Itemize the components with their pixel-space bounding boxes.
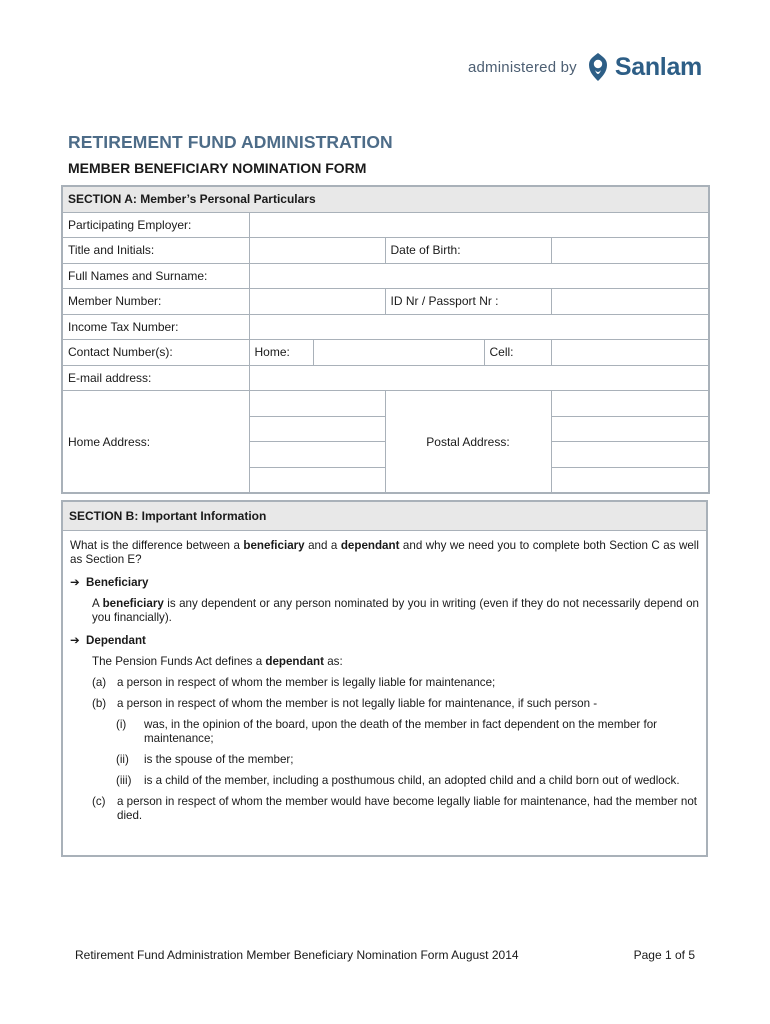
postal-address-label: Postal Address: (385, 391, 551, 494)
item-a-label: (a) (92, 676, 107, 689)
sub-i-text: was, in the opinion of the board, upon the death of the member in fact dependent on the member for maintenance; (144, 718, 658, 745)
footer-document-name: Retirement Fund Administration Member Beneficiary Nomination Form August 2014 (75, 948, 519, 962)
list-item (70, 676, 699, 690)
sub-ii-label: (ii) (116, 753, 129, 766)
postal-address-line[interactable] (552, 417, 709, 443)
administered-by-text: administered by (467, 58, 577, 76)
beneficiary-heading: Beneficiary (86, 576, 149, 589)
dependant-bullet (70, 634, 699, 648)
sub-list-item (70, 718, 699, 746)
email-field[interactable] (249, 365, 709, 391)
email-label: E-mail address: (62, 365, 249, 391)
home-address-line[interactable] (250, 442, 385, 468)
full-names-field[interactable] (249, 263, 709, 289)
postal-address-line[interactable] (552, 442, 709, 468)
member-number-field[interactable] (249, 289, 385, 315)
arrow-right-icon: ➔ (70, 634, 80, 647)
sub-ii-text: is the spouse of the member; (144, 753, 294, 766)
dependant-intro: The Pension Funds Act defines a dependant as: (92, 655, 343, 668)
item-c-text: a person in respect of whom the member would have become legally liable for maintenance, had the member not died. (117, 795, 698, 822)
section-b-box (61, 500, 708, 857)
bold-term: beneficiary (102, 597, 164, 610)
item-b-text: a person in respect of whom the member is not legally liable for maintenance, if such person - (117, 697, 598, 710)
dependant-heading: Dependant (86, 634, 146, 647)
title-initials-field[interactable] (249, 238, 385, 264)
member-number-label: Member Number: (62, 289, 249, 315)
document-title: RETIREMENT FUND ADMINISTRATION (68, 132, 393, 152)
date-of-birth-label: Date of Birth: (385, 238, 551, 264)
postal-address-line[interactable] (552, 468, 709, 493)
sub-i-label: (i) (116, 718, 127, 731)
home-address-line[interactable] (250, 391, 385, 417)
id-passport-label: ID Nr / Passport Nr : (385, 289, 551, 315)
item-c-label: (c) (92, 795, 106, 808)
document-subtitle: MEMBER BENEFICIARY NOMINATION FORM (68, 160, 367, 176)
sub-iii-text: is a child of the member, including a posthumous child, an adopted child and a child born out of wedlock. (144, 774, 680, 787)
sanlam-shield-icon (587, 52, 609, 82)
section-a-heading: SECTION A: Member’s Personal Particulars (62, 186, 709, 212)
full-names-label: Full Names and Surname: (62, 263, 249, 289)
list-item (70, 795, 699, 823)
id-passport-field[interactable] (551, 289, 709, 315)
home-address-line[interactable] (250, 417, 385, 443)
title-initials-label: Title and Initials: (62, 238, 249, 264)
postal-address-field[interactable] (551, 391, 709, 494)
date-of-birth-field[interactable] (551, 238, 709, 264)
intro-paragraph: What is the difference between a beneficiary and a dependant and why we need you to complete both Section C as well as Section E? (70, 539, 699, 566)
income-tax-field[interactable] (249, 314, 709, 340)
beneficiary-bullet (70, 576, 699, 590)
sub-iii-label: (iii) (116, 774, 132, 787)
arrow-right-icon: ➔ (70, 576, 80, 589)
home-phone-field[interactable] (313, 340, 484, 366)
home-phone-label: Home: (249, 340, 313, 366)
home-address-line[interactable] (250, 468, 385, 493)
participating-employer-label: Participating Employer: (62, 212, 249, 238)
page-footer (75, 948, 695, 962)
sub-list-item (70, 774, 699, 788)
section-b-heading: SECTION B: Important Information (63, 502, 706, 531)
section-a-table (61, 185, 710, 494)
bold-term: dependant (340, 539, 400, 552)
bold-term: beneficiary (243, 539, 305, 552)
page-number: Page 1 of 5 (633, 948, 695, 962)
participating-employer-field[interactable] (249, 212, 709, 238)
item-b-label: (b) (92, 697, 107, 710)
cell-phone-label: Cell: (484, 340, 551, 366)
beneficiary-definition: A beneficiary is any dependent or any person nominated by you in writing (even if they do not necessarily depend on you financially). (92, 597, 699, 624)
income-tax-label: Income Tax Number: (62, 314, 249, 340)
cell-phone-field[interactable] (551, 340, 709, 366)
list-item (70, 697, 699, 711)
postal-address-line[interactable] (552, 391, 709, 417)
item-a-text: a person in respect of whom the member is legally liable for maintenance; (117, 676, 496, 689)
contact-numbers-label: Contact Number(s): (62, 340, 249, 366)
sub-list-item (70, 753, 699, 767)
bold-term: dependant (265, 655, 324, 668)
brand-logo (468, 52, 702, 82)
home-address-label: Home Address: (62, 391, 249, 494)
brand-name: Sanlam (614, 52, 702, 81)
home-address-field[interactable] (249, 391, 385, 494)
